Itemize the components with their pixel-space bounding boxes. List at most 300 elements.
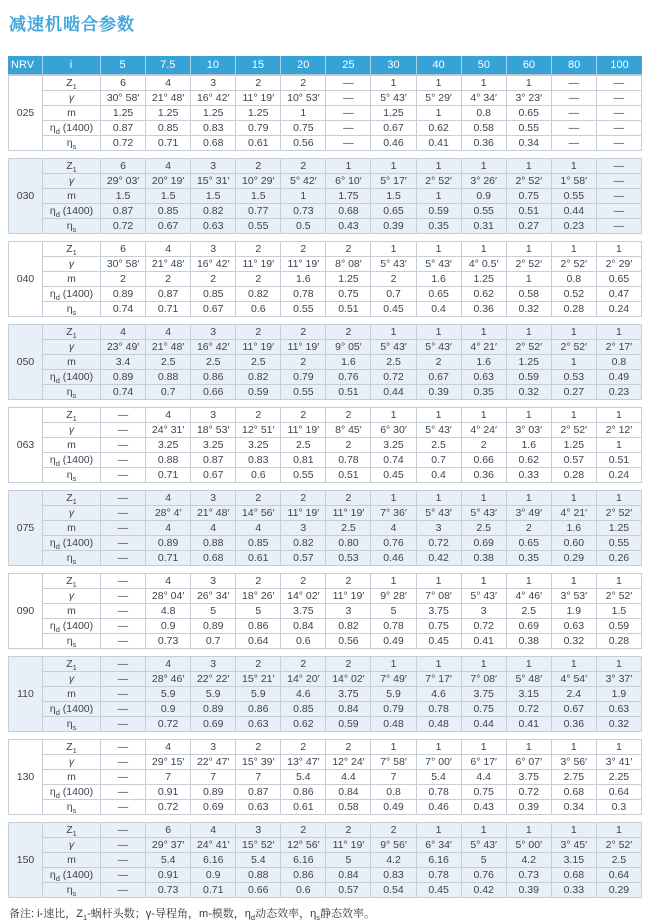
- data-cell: 6.16: [191, 853, 236, 868]
- nrv-cell: 030: [9, 159, 43, 234]
- data-cell: 6° 17′: [461, 755, 506, 770]
- data-cell: 2: [236, 76, 281, 91]
- data-cell: 0.79: [236, 121, 281, 136]
- column-header-cell: 80: [552, 56, 597, 75]
- table-row: [9, 242, 642, 257]
- data-cell: 0.57: [326, 883, 371, 898]
- data-cell: 2: [146, 272, 191, 287]
- data-cell: 0.6: [236, 302, 281, 317]
- column-header-cell: 10: [190, 56, 235, 75]
- data-cell: 1.6: [461, 355, 506, 370]
- data-cell: 5° 43′: [461, 589, 506, 604]
- table-row: [9, 453, 642, 468]
- data-cell: —: [596, 159, 641, 174]
- data-cell: 1: [416, 325, 461, 340]
- data-cell: 5° 29′: [416, 91, 461, 106]
- data-cell: 0.33: [506, 468, 551, 483]
- data-cell: 2° 52′: [596, 506, 641, 521]
- data-cell: 4: [146, 408, 191, 423]
- data-cell: 3: [191, 491, 236, 506]
- data-cell: 2: [236, 159, 281, 174]
- data-cell: 2.25: [596, 770, 641, 785]
- row-label-cell: $\eta_s$: [43, 302, 101, 317]
- table-row: [9, 657, 642, 672]
- data-cell: 4: [146, 521, 191, 536]
- data-cell: 5.9: [371, 687, 416, 702]
- data-cell: 0.88: [146, 370, 191, 385]
- row-label-cell: m: [43, 106, 101, 121]
- data-cell: 29° 03′: [101, 174, 146, 189]
- nrv-cell: 130: [9, 740, 43, 815]
- data-cell: 11° 19′: [326, 506, 371, 521]
- table-row: [9, 189, 642, 204]
- data-cell: 1: [596, 740, 641, 755]
- data-cell: 0.54: [371, 883, 416, 898]
- data-cell: 2° 52′: [506, 340, 551, 355]
- table-row: [9, 287, 642, 302]
- data-cell: 0.34: [506, 136, 551, 151]
- data-cell: 2: [326, 657, 371, 672]
- data-cell: 7° 17′: [416, 672, 461, 687]
- data-cell: 2: [236, 408, 281, 423]
- data-cell: —: [101, 408, 146, 423]
- data-cell: 0.55: [281, 468, 326, 483]
- data-cell: 1: [461, 823, 506, 838]
- data-cell: 0.78: [416, 785, 461, 800]
- data-cell: 2: [281, 408, 326, 423]
- data-cell: 5: [326, 853, 371, 868]
- data-cell: 0.6: [281, 883, 326, 898]
- data-cell: —: [101, 868, 146, 883]
- data-cell: 0.71: [146, 302, 191, 317]
- data-cell: 0.55: [281, 302, 326, 317]
- data-cell: 0.32: [551, 634, 596, 649]
- data-cell: 4° 46′: [506, 589, 551, 604]
- data-cell: 30° 58′: [101, 257, 146, 272]
- data-cell: —: [101, 853, 146, 868]
- data-cell: 2: [326, 242, 371, 257]
- data-cell: 0.49: [596, 370, 641, 385]
- data-cell: 0.9: [146, 619, 191, 634]
- data-cell: 6: [101, 159, 146, 174]
- data-cell: 2: [281, 159, 326, 174]
- data-cell: 3.75: [416, 604, 461, 619]
- data-cell: 2: [326, 491, 371, 506]
- data-cell: 2.5: [596, 853, 641, 868]
- data-cell: —: [326, 136, 371, 151]
- table-row: [9, 634, 642, 649]
- data-cell: 0.55: [236, 219, 281, 234]
- data-cell: 0.85: [236, 536, 281, 551]
- data-cell: 1: [416, 76, 461, 91]
- data-cell: 7° 08′: [416, 589, 461, 604]
- data-cell: 1: [371, 491, 416, 506]
- data-cell: 0.41: [461, 634, 506, 649]
- data-cell: 1.25: [146, 106, 191, 121]
- data-cell: 21° 48′: [146, 340, 191, 355]
- data-cell: 1: [551, 491, 596, 506]
- row-label-cell: m: [43, 438, 101, 453]
- data-cell: 4° 21′: [551, 506, 596, 521]
- data-cell: 1: [596, 491, 641, 506]
- table-row: [9, 370, 642, 385]
- data-cell: 1: [551, 159, 596, 174]
- row-label-cell: m: [43, 604, 101, 619]
- nrv-cell: 025: [9, 76, 43, 151]
- data-cell: 0.74: [371, 453, 416, 468]
- data-cell: 0.41: [416, 136, 461, 151]
- row-label-cell: $Z_1$: [43, 574, 101, 589]
- row-label-cell: m: [43, 687, 101, 702]
- row-label-cell: γ: [43, 838, 101, 853]
- data-cell: 0.91: [146, 785, 191, 800]
- data-cell: 2: [326, 325, 371, 340]
- data-cell: —: [101, 468, 146, 483]
- nrv-group-table: [8, 324, 642, 400]
- data-cell: 1: [551, 242, 596, 257]
- data-cell: 0.32: [596, 717, 641, 732]
- data-cell: 1: [416, 189, 461, 204]
- row-label-cell: $\eta_s$: [43, 883, 101, 898]
- data-cell: 0.72: [146, 800, 191, 815]
- table-row: [9, 91, 642, 106]
- data-cell: 4.6: [416, 687, 461, 702]
- row-label-cell: γ: [43, 340, 101, 355]
- data-cell: 0.42: [461, 883, 506, 898]
- data-cell: 2: [236, 242, 281, 257]
- data-cell: 1: [596, 657, 641, 672]
- table-row: [9, 121, 642, 136]
- data-cell: 0.86: [236, 702, 281, 717]
- data-cell: 4: [146, 242, 191, 257]
- row-label-cell: $\eta_d$ (1400): [43, 785, 101, 800]
- data-cell: 2: [281, 242, 326, 257]
- row-label-cell: $\eta_s$: [43, 136, 101, 151]
- row-label-cell: $\eta_d$ (1400): [43, 370, 101, 385]
- data-cell: 2: [326, 408, 371, 423]
- data-cell: 18° 53′: [191, 423, 236, 438]
- data-cell: 16° 42′: [191, 257, 236, 272]
- data-cell: 3: [191, 574, 236, 589]
- nrv-group-table: [8, 739, 642, 815]
- data-cell: 1: [326, 159, 371, 174]
- data-cell: 0.67: [416, 370, 461, 385]
- data-cell: 0.23: [596, 385, 641, 400]
- data-cell: —: [596, 189, 641, 204]
- data-cell: 2.5: [371, 355, 416, 370]
- nrv-cell: 110: [9, 657, 43, 732]
- nrv-cell: 040: [9, 242, 43, 317]
- data-cell: 0.69: [191, 717, 236, 732]
- table-row: [9, 604, 642, 619]
- data-cell: —: [551, 91, 596, 106]
- data-cell: —: [596, 76, 641, 91]
- row-label-cell: $Z_1$: [43, 823, 101, 838]
- table-row: [9, 423, 642, 438]
- data-cell: 0.71: [191, 883, 236, 898]
- data-cell: 0.85: [281, 702, 326, 717]
- row-label-cell: γ: [43, 91, 101, 106]
- table-row: [9, 506, 642, 521]
- data-cell: 0.34: [551, 800, 596, 815]
- row-label-cell: $\eta_s$: [43, 634, 101, 649]
- data-cell: 12° 56′: [281, 838, 326, 853]
- data-cell: 2: [281, 325, 326, 340]
- data-cell: 1.25: [101, 106, 146, 121]
- data-cell: —: [101, 574, 146, 589]
- table-row: [9, 302, 642, 317]
- data-cell: 0.51: [326, 468, 371, 483]
- row-label-cell: $Z_1$: [43, 159, 101, 174]
- data-cell: 0.67: [551, 702, 596, 717]
- data-cell: 3: [191, 657, 236, 672]
- row-label-cell: $Z_1$: [43, 76, 101, 91]
- data-cell: 2° 17′: [596, 340, 641, 355]
- header-row: [8, 56, 642, 75]
- data-cell: 0.79: [281, 370, 326, 385]
- data-cell: 0.27: [506, 219, 551, 234]
- data-cell: 1: [281, 106, 326, 121]
- data-cell: 1.25: [506, 355, 551, 370]
- data-cell: 0.72: [371, 370, 416, 385]
- meshing-parameters-table: [8, 56, 642, 898]
- data-cell: 4° 54′: [551, 672, 596, 687]
- data-cell: 2: [371, 272, 416, 287]
- data-cell: 2° 29′: [596, 257, 641, 272]
- data-cell: 0.63: [236, 717, 281, 732]
- data-cell: —: [101, 717, 146, 732]
- data-cell: 2° 52′: [506, 257, 551, 272]
- data-cell: 0.62: [281, 717, 326, 732]
- data-cell: 3.4: [101, 355, 146, 370]
- data-cell: 5° 43′: [371, 257, 416, 272]
- data-cell: 3° 53′: [551, 589, 596, 604]
- data-cell: 3.25: [371, 438, 416, 453]
- data-cell: 4: [191, 823, 236, 838]
- data-cell: 0.66: [236, 883, 281, 898]
- row-label-cell: $\eta_s$: [43, 219, 101, 234]
- data-cell: —: [596, 136, 641, 151]
- ratio-header-cell: i: [42, 56, 100, 75]
- data-cell: 1: [371, 325, 416, 340]
- data-cell: 11° 19′: [281, 340, 326, 355]
- data-cell: 0.55: [596, 536, 641, 551]
- row-label-cell: $\eta_d$ (1400): [43, 619, 101, 634]
- data-cell: 0.39: [506, 883, 551, 898]
- data-cell: 0.87: [236, 785, 281, 800]
- data-cell: 0.9: [146, 702, 191, 717]
- data-cell: 0.71: [146, 468, 191, 483]
- data-cell: 1: [416, 740, 461, 755]
- data-cell: 2: [191, 272, 236, 287]
- data-cell: 0.64: [596, 785, 641, 800]
- data-cell: 0.85: [191, 287, 236, 302]
- nrv-group-table: [8, 158, 642, 234]
- row-label-cell: $\eta_s$: [43, 800, 101, 815]
- data-cell: 4.2: [506, 853, 551, 868]
- data-cell: 0.68: [551, 785, 596, 800]
- data-cell: 5: [461, 853, 506, 868]
- data-cell: 1: [596, 438, 641, 453]
- data-cell: 0.62: [416, 121, 461, 136]
- data-cell: 0.63: [551, 619, 596, 634]
- data-cell: 0.77: [236, 204, 281, 219]
- data-cell: —: [101, 800, 146, 815]
- data-cell: 1: [371, 159, 416, 174]
- data-cell: 0.39: [416, 385, 461, 400]
- row-label-cell: m: [43, 272, 101, 287]
- data-cell: 1: [506, 740, 551, 755]
- data-cell: 28° 46′: [146, 672, 191, 687]
- data-cell: 13° 47′: [281, 755, 326, 770]
- data-cell: 0.38: [461, 551, 506, 566]
- table-header-row: [8, 56, 642, 75]
- data-cell: 1: [551, 740, 596, 755]
- nrv-group-table: [8, 656, 642, 732]
- data-cell: 0.83: [191, 121, 236, 136]
- column-header-cell: 50: [461, 56, 506, 75]
- data-cell: 0.82: [236, 370, 281, 385]
- row-label-cell: γ: [43, 423, 101, 438]
- row-label-cell: $\eta_s$: [43, 717, 101, 732]
- data-cell: 2° 52′: [551, 257, 596, 272]
- data-cell: 24° 31′: [146, 423, 191, 438]
- data-cell: 1: [506, 823, 551, 838]
- data-cell: 0.65: [506, 536, 551, 551]
- data-cell: 0.75: [281, 121, 326, 136]
- data-cell: 24° 41′: [191, 838, 236, 853]
- data-cell: 0.56: [326, 634, 371, 649]
- data-cell: 0.51: [326, 385, 371, 400]
- data-cell: 4: [191, 521, 236, 536]
- data-cell: 5° 43′: [416, 423, 461, 438]
- data-cell: 0.88: [236, 868, 281, 883]
- data-cell: 0.9: [191, 868, 236, 883]
- data-cell: 11° 19′: [281, 257, 326, 272]
- data-cell: 0.82: [281, 536, 326, 551]
- data-cell: 0.60: [551, 536, 596, 551]
- data-cell: 2: [281, 76, 326, 91]
- data-cell: 1: [371, 574, 416, 589]
- data-cell: 0.45: [371, 302, 416, 317]
- data-cell: 1: [281, 189, 326, 204]
- data-cell: 18° 26′: [236, 589, 281, 604]
- data-cell: 3° 45′: [551, 838, 596, 853]
- data-cell: 0.33: [551, 883, 596, 898]
- data-cell: 0.26: [596, 551, 641, 566]
- table-row: [9, 272, 642, 287]
- data-cell: 0.82: [326, 619, 371, 634]
- data-cell: 1: [506, 159, 551, 174]
- data-cell: 0.31: [461, 219, 506, 234]
- data-cell: 3: [236, 823, 281, 838]
- data-cell: 1: [416, 408, 461, 423]
- data-cell: —: [101, 604, 146, 619]
- data-cell: 0.28: [551, 302, 596, 317]
- data-cell: 0.82: [191, 204, 236, 219]
- data-cell: 3: [191, 408, 236, 423]
- data-cell: 0.91: [146, 868, 191, 883]
- data-cell: —: [101, 506, 146, 521]
- data-cell: 0.24: [596, 302, 641, 317]
- data-cell: —: [551, 76, 596, 91]
- data-cell: 4: [146, 574, 191, 589]
- data-cell: 0.76: [326, 370, 371, 385]
- data-cell: 29° 37′: [146, 838, 191, 853]
- data-cell: 11° 19′: [281, 506, 326, 521]
- data-cell: 14° 02′: [326, 672, 371, 687]
- data-cell: 1.25: [191, 106, 236, 121]
- data-cell: 0.28: [551, 468, 596, 483]
- data-cell: 1.5: [236, 189, 281, 204]
- data-cell: 29° 15′: [146, 755, 191, 770]
- data-cell: 0.82: [236, 287, 281, 302]
- data-cell: 1: [371, 76, 416, 91]
- data-cell: 0.8: [596, 355, 641, 370]
- data-cell: 0.79: [371, 702, 416, 717]
- table-row: [9, 755, 642, 770]
- data-cell: 5.9: [191, 687, 236, 702]
- row-label-cell: $Z_1$: [43, 408, 101, 423]
- data-cell: 0.71: [146, 136, 191, 151]
- data-cell: 7: [191, 770, 236, 785]
- data-cell: 8° 08′: [326, 257, 371, 272]
- data-cell: 4° 24′: [461, 423, 506, 438]
- data-cell: 0.59: [506, 370, 551, 385]
- data-cell: 0.35: [506, 551, 551, 566]
- data-cell: 0.64: [236, 634, 281, 649]
- data-cell: 0.74: [101, 385, 146, 400]
- data-cell: 5.9: [146, 687, 191, 702]
- data-cell: 3.75: [281, 604, 326, 619]
- data-cell: 0.74: [101, 302, 146, 317]
- data-cell: 0.35: [461, 385, 506, 400]
- data-cell: 5.9: [236, 687, 281, 702]
- data-cell: 0.43: [326, 219, 371, 234]
- data-cell: 0.86: [191, 370, 236, 385]
- data-cell: 2: [416, 355, 461, 370]
- data-cell: 3.15: [551, 853, 596, 868]
- data-cell: 22° 22′: [191, 672, 236, 687]
- data-cell: 3.15: [506, 687, 551, 702]
- data-cell: 1: [461, 242, 506, 257]
- data-cell: 1: [416, 106, 461, 121]
- data-cell: 0.42: [416, 551, 461, 566]
- data-cell: —: [101, 672, 146, 687]
- data-cell: 1: [506, 574, 551, 589]
- table-row: [9, 159, 642, 174]
- column-header-cell: 25: [326, 56, 371, 75]
- data-cell: —: [326, 121, 371, 136]
- data-cell: 0.44: [551, 204, 596, 219]
- data-cell: —: [101, 423, 146, 438]
- data-cell: 1: [416, 159, 461, 174]
- data-cell: 4: [146, 491, 191, 506]
- data-cell: 2: [236, 272, 281, 287]
- data-cell: 0.68: [326, 204, 371, 219]
- data-cell: 0.72: [101, 219, 146, 234]
- data-cell: 1.6: [281, 272, 326, 287]
- data-cell: —: [596, 174, 641, 189]
- data-cell: 1.25: [551, 438, 596, 453]
- data-cell: 0.55: [506, 121, 551, 136]
- data-cell: 5° 43′: [461, 506, 506, 521]
- data-cell: 0.75: [326, 287, 371, 302]
- data-cell: 1.25: [236, 106, 281, 121]
- data-cell: 3° 23′: [506, 91, 551, 106]
- data-cell: 4: [101, 325, 146, 340]
- data-cell: 1.5: [101, 189, 146, 204]
